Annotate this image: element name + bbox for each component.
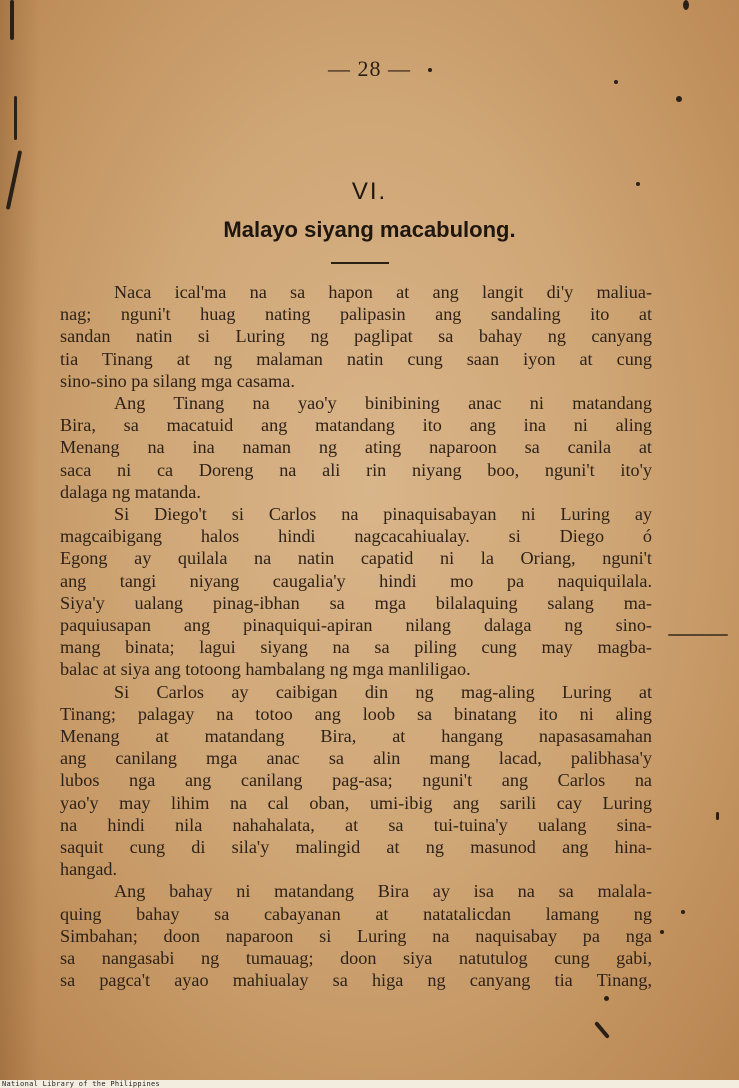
- ink-spot: [676, 96, 682, 102]
- ink-spot: [668, 634, 728, 636]
- text-line: Simbahan; doon naparoon si Luring na naquisabay pa nga: [60, 925, 652, 946]
- text-line: Siya'y ualang pinag-ibhan sa mga bilalaquing salang ma-: [60, 592, 652, 613]
- text-line: Naca ical'ma na sa hapon at ang langit di'y maliua-: [114, 282, 652, 302]
- text-line: na hindi nila nahahalata, at sa tui-tuina'y ualang sina-: [60, 814, 652, 835]
- text-line: saca ni ca Doreng na ali rin niyang boo, nguni't ito'y: [60, 459, 652, 480]
- text-line: mang binata; lagui siyang na sa piling cung may magba-: [60, 637, 652, 658]
- ink-spot: [683, 0, 689, 10]
- ink-spot: [14, 96, 17, 140]
- text-line: dalaga ng matanda.: [60, 481, 201, 502]
- text-line: nag; nguni't huag nating palipasin ang sandaling ito at: [60, 304, 652, 325]
- text-line: Menang at matandang Bira, at hangang napasasamahan: [60, 726, 652, 747]
- text-line: tia Tinang at ng malaman natin cung saan iyon at cung: [60, 348, 652, 369]
- title-divider: [331, 262, 389, 264]
- text-line: ang canilang mga anac sa alin mang lacad, palibhasa'y: [60, 748, 652, 769]
- text-line: hangad.: [60, 859, 118, 880]
- chapter-heading: VI.: [351, 178, 388, 205]
- ink-spot: [660, 930, 664, 934]
- ink-spot: [716, 812, 719, 820]
- text-line: saquit cung di sila'y malingid at ng masunod ang hina-: [60, 837, 652, 858]
- text-line: Egong ay quilala na natin capatid ni la Oriang, nguni't: [60, 548, 652, 569]
- text-line: yao'y may lihim na cal oban, umi-ibig ang sarili cay Luring: [60, 792, 652, 813]
- text-line: sa nangasabi ng tumauag; doon siya natutulog cung gabi,: [60, 948, 652, 969]
- text-line: Si Carlos ay caibigan din ng mag-aling Luring at: [114, 681, 652, 702]
- ink-spot: [604, 996, 609, 1001]
- page-title: Malayo siyang macabulong.: [223, 217, 516, 242]
- text-line: Bira, sa macatuid ang matandang ito ang ina ni aling: [60, 415, 652, 436]
- text-line: Ang bahay ni matandang Bira ay isa na sa malala-: [114, 881, 652, 902]
- text-line: paquiusapan ang pinaquiqui-apiran nilang dalaga ng sino-: [60, 615, 652, 636]
- text-line: ang tangi niyang caugalia'y hindi mo pa naquiquilala.: [60, 570, 652, 591]
- text-line: sandan natin si Luring ng paglipat sa bahay ng canyang: [60, 326, 652, 347]
- body-text: [60, 281, 652, 992]
- text-line: sa pagca't ayao mahiualay sa higa ng canyang tia Tinang,: [60, 970, 652, 991]
- ink-spot: [594, 1021, 610, 1039]
- footer-credit: National Library of the Philippines: [2, 1080, 161, 1088]
- text-line: magcaibigang halos hindi nagcacahiualay. si Diego ó: [60, 526, 652, 547]
- text-line: balac at siya ang totoong hambalang ng mga manliligao.: [60, 659, 471, 680]
- text-line: Ang Tinang na yao'y binibining anac ni matandang: [114, 393, 652, 414]
- text-line: Menang na ina naman ng ating naparoon sa canila at: [60, 437, 652, 458]
- text-line: quing bahay sa cabayanan at natatalicdan lamang ng: [60, 903, 652, 924]
- ink-spot: [10, 0, 14, 40]
- text-line: Tinang; palagay na totoo ang loob sa binatang ito ni aling: [60, 703, 652, 724]
- text-line: Si Diego't si Carlos na pinaquisabayan ni Luring ay: [114, 504, 652, 525]
- page-number: — 28 —: [328, 56, 411, 81]
- ink-spot: [681, 910, 685, 914]
- text-line: lubos nga ang canilang pag-asa; nguni't ang Carlos na: [60, 770, 652, 791]
- text-line: sino-sino pa silang mga casama.: [60, 370, 295, 391]
